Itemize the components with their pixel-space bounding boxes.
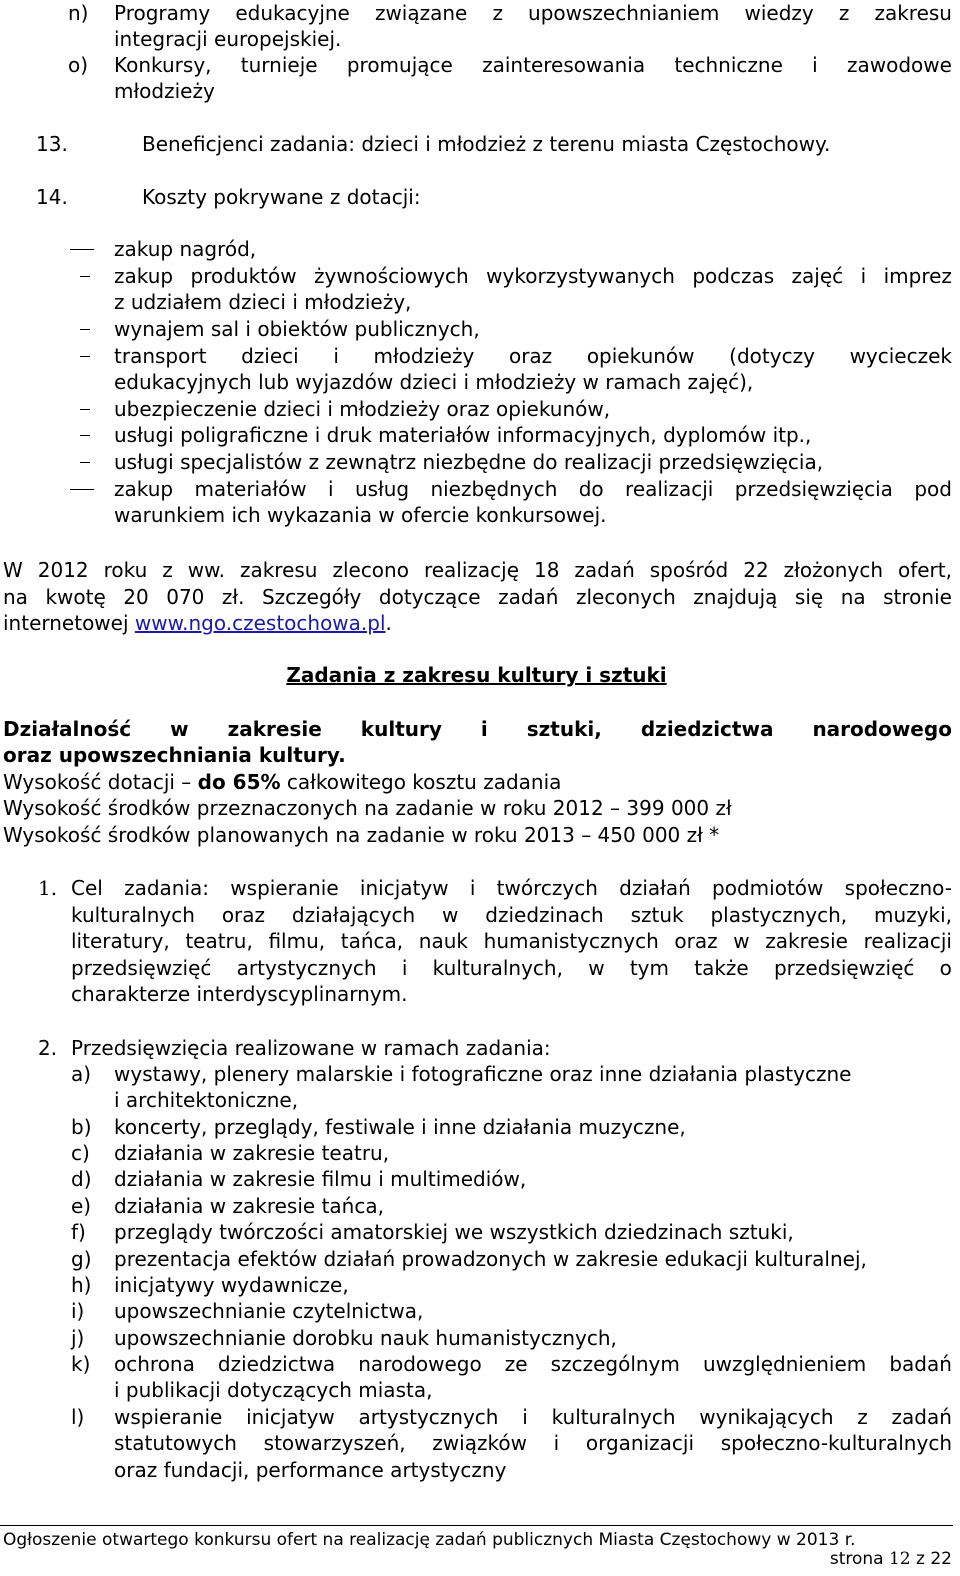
undertakings-heading: Przedsięwzięcia realizowane w ramach zadania: xyxy=(71,1036,551,1060)
item-number: 1. xyxy=(38,876,58,900)
page-total: 22 xyxy=(930,1549,952,1569)
word: kulturalnych xyxy=(71,903,195,927)
word: zajęć xyxy=(791,264,844,288)
word: i xyxy=(401,956,408,980)
justified-line xyxy=(71,875,952,901)
dash-bullet xyxy=(80,356,90,357)
word: organizacji xyxy=(585,1431,695,1455)
word: stowarzyszeń, xyxy=(263,1431,406,1455)
justified-line xyxy=(3,716,952,742)
cost-line: wynajem sal i obiektów publicznych, xyxy=(114,317,480,341)
justified-line xyxy=(3,557,952,583)
funding-label: Wysokość dotacji – xyxy=(3,770,198,794)
word: z xyxy=(857,1405,868,1429)
list-marker: d) xyxy=(71,1167,92,1191)
word: W xyxy=(3,558,23,582)
dash-bullet xyxy=(80,329,90,330)
word: sztuk xyxy=(630,903,684,927)
word: filmu, xyxy=(268,929,326,953)
dash-bullet xyxy=(70,249,94,250)
word: wspieranie xyxy=(114,1405,223,1429)
word: przedsięwzięcia xyxy=(734,477,893,501)
word: zakresie xyxy=(765,929,848,953)
word: społeczno-kulturalnych xyxy=(720,1431,952,1455)
cost-line: usługi poligraficzne i druk materiałów informacyjnych, dyplomów itp., xyxy=(114,423,812,447)
page-current: 12 xyxy=(888,1549,911,1569)
word: artystycznych xyxy=(236,956,377,980)
word: tym xyxy=(629,956,669,980)
word: 070 xyxy=(166,585,205,609)
word: dziedzictwa xyxy=(640,717,774,741)
word: promujące xyxy=(346,53,453,77)
word: zainteresowania xyxy=(482,53,646,77)
word: wykorzystywanych xyxy=(486,264,675,288)
word: tańca, xyxy=(340,929,404,953)
word: o xyxy=(939,956,952,980)
word: oraz xyxy=(221,903,266,927)
word: wycieczek xyxy=(849,344,952,368)
word: przedsięwzięć xyxy=(71,956,212,980)
word: wynikających xyxy=(699,1405,834,1429)
list-line: oraz fundacji, performance artystyczny xyxy=(114,1458,507,1482)
word: z xyxy=(492,1,503,25)
word: techniczne xyxy=(674,53,783,77)
list-marker: f) xyxy=(71,1220,86,1244)
word: artystycznych xyxy=(358,1405,499,1429)
word: zakup xyxy=(114,264,174,288)
list-line: przeglądy twórczości amatorskiej we wszystkich dziedzinach sztuki, xyxy=(114,1220,794,1244)
cost-line: edukacyjnych lub wyjazdów dzieci i młodzieży w ramach zajęć), xyxy=(114,370,754,394)
word: transport xyxy=(114,344,207,368)
list-marker: i) xyxy=(71,1299,85,1323)
goal-line: charakterze interdyscyplinarnym. xyxy=(71,982,408,1006)
word: realizacji xyxy=(863,929,952,953)
word: przedsięwzięć xyxy=(773,956,915,980)
dash-bullet xyxy=(80,462,90,463)
word: twórczych xyxy=(496,876,598,900)
word: do xyxy=(578,477,604,501)
word: związane xyxy=(374,1,468,25)
word: zadań xyxy=(498,585,559,609)
word: narodowego xyxy=(812,717,952,741)
word: społeczno- xyxy=(844,876,952,900)
list-line: upowszechnianie dorobku nauk humanistycznych, xyxy=(114,1326,617,1350)
page-prefix: strona xyxy=(829,1549,889,1569)
list-line: działania w zakresie filmu i multimediów, xyxy=(114,1167,527,1191)
cost-line: zakup nagród, xyxy=(114,237,257,261)
list-line: upowszechnianie czytelnictwa, xyxy=(114,1299,424,1323)
word: w xyxy=(170,717,189,741)
word: Szczegóły xyxy=(261,585,362,609)
list-marker: k) xyxy=(71,1352,91,1376)
word: i xyxy=(469,876,476,900)
justified-line xyxy=(71,902,952,928)
item-number: 2. xyxy=(38,1036,58,1060)
list-line: wystawy, plenery malarskie i fotograficzne oraz inne działania plastyczne xyxy=(114,1062,852,1086)
word: wspieranie xyxy=(230,876,339,900)
word: i xyxy=(480,717,488,741)
summary-line xyxy=(3,610,392,636)
word: opiekunów xyxy=(586,344,695,368)
word: i xyxy=(860,264,867,288)
word: dzieci xyxy=(241,344,299,368)
word: zadania: xyxy=(124,876,210,900)
word: teatru, xyxy=(185,929,253,953)
word: podczas xyxy=(692,264,775,288)
justified-line xyxy=(114,343,952,369)
summary-period: . xyxy=(385,611,392,635)
word: dotyczące xyxy=(378,585,481,609)
word: Działalność xyxy=(3,717,132,741)
page-number xyxy=(830,1549,952,1569)
word: szczególnym xyxy=(550,1352,680,1376)
word: oraz xyxy=(508,344,553,368)
section-title: Zadania z zakresu kultury i sztuki xyxy=(286,663,667,687)
word: z xyxy=(838,1,850,25)
funding-rate xyxy=(3,769,561,795)
cost-line: usługi specjalistów z zewnątrz niezbędne do realizacji przedsięwzięcia, xyxy=(114,450,824,474)
word: Programy xyxy=(114,1,211,25)
section-number: 14. xyxy=(36,185,68,209)
list-marker: n) xyxy=(68,1,89,25)
list-line: działania w zakresie teatru, xyxy=(114,1141,390,1165)
cost-line: ubezpieczenie dzieci i młodzieży oraz opiekunów, xyxy=(114,397,611,421)
word: niezbędnych xyxy=(430,477,558,501)
word: humanistycznych xyxy=(483,929,659,953)
word: działających xyxy=(291,903,416,927)
word: zleconych xyxy=(575,585,676,609)
word: muzyki, xyxy=(874,903,952,927)
list-line: i publikacji dotyczących miasta, xyxy=(114,1378,433,1402)
section-number: 13. xyxy=(36,132,68,156)
justified-line xyxy=(114,1404,952,1430)
funding-percent: do 65% xyxy=(197,770,281,794)
word: zadań xyxy=(891,1405,952,1429)
word: oraz xyxy=(674,929,718,953)
word: w xyxy=(733,929,750,953)
word: nauk xyxy=(418,929,468,953)
list-line: prezentacja efektów działań prowadzonych w zakresie edukacji kulturalnej, xyxy=(114,1247,867,1271)
list-marker: l) xyxy=(71,1405,85,1429)
word: realizację xyxy=(423,558,520,582)
word: na xyxy=(840,585,866,609)
funding-2013: Wysokość środków planowanych na zadanie w roku 2013 – 450 000 zł * xyxy=(3,823,720,847)
footer-divider xyxy=(0,1525,953,1526)
list-marker: j) xyxy=(71,1326,85,1350)
list-marker: g) xyxy=(71,1247,92,1271)
word: młodzieży xyxy=(373,344,475,368)
word: 2012 xyxy=(37,558,89,582)
word: 22 xyxy=(743,558,769,582)
word: uwzględnieniem xyxy=(702,1352,867,1376)
dash-bullet xyxy=(80,435,90,436)
word: i xyxy=(812,53,818,77)
justified-line xyxy=(71,928,952,954)
word: w xyxy=(588,956,605,980)
word: zakup xyxy=(114,477,174,501)
cost-line: warunkiem ich wykazania w ofercie konkursowej. xyxy=(114,503,607,527)
funding-2012: Wysokość środków przeznaczonych na zadanie w roku 2012 – 399 000 zł xyxy=(3,796,732,820)
word: roku xyxy=(103,558,148,582)
word: narodowego xyxy=(358,1352,482,1376)
dash-bullet xyxy=(80,276,90,277)
word: Konkursy, xyxy=(114,53,212,77)
dash-bullet xyxy=(70,489,94,490)
word: działań xyxy=(619,876,691,900)
word: statutowych xyxy=(114,1431,237,1455)
cost-line: z udziałem dzieci i młodzieży, xyxy=(114,290,412,314)
word: edukacyjne xyxy=(235,1,350,25)
word: usług xyxy=(354,477,410,501)
word: i xyxy=(333,344,339,368)
list-line: inicjatywy wydawnicze, xyxy=(114,1273,349,1297)
word: zakresie xyxy=(227,717,322,741)
word: literatury, xyxy=(71,929,170,953)
word: 20 xyxy=(123,585,149,609)
word: ochrona xyxy=(114,1352,195,1376)
list-line: integracji europejskiej. xyxy=(114,27,342,51)
word: imprez xyxy=(883,264,952,288)
word: i xyxy=(553,1431,560,1455)
summary-text: internetowej xyxy=(3,611,135,635)
word: kwotę xyxy=(45,585,106,609)
word: dziedzinach xyxy=(485,903,604,927)
word: kulturalnych, xyxy=(432,956,563,980)
justified-line xyxy=(3,584,952,610)
justified-line xyxy=(114,0,952,26)
word: zlecono xyxy=(332,558,409,582)
justified-line xyxy=(114,52,952,78)
word: złożonych xyxy=(783,558,883,582)
list-marker: a) xyxy=(71,1062,92,1086)
word: dziedzictwa xyxy=(217,1352,336,1376)
section-text: Koszty pokrywane z dotacji: xyxy=(142,185,421,209)
word: podmiotów xyxy=(712,876,824,900)
justified-line xyxy=(114,1351,952,1377)
list-marker: e) xyxy=(71,1194,92,1218)
word: upowszechnianiem xyxy=(528,1,720,25)
word: i xyxy=(328,477,334,501)
word: zadań xyxy=(574,558,635,582)
word: ze xyxy=(504,1352,528,1376)
word: (dotyczy xyxy=(729,344,815,368)
word: na xyxy=(3,585,28,609)
section-text: Beneficjenci zadania: dzieci i młodzież z terenu miasta Częstochowy. xyxy=(142,132,831,156)
word: wiedzy xyxy=(744,1,814,25)
word: związków xyxy=(432,1431,527,1455)
list-marker: o) xyxy=(68,53,89,77)
word: inicjatyw xyxy=(246,1405,335,1429)
justified-line xyxy=(114,1430,952,1456)
ngo-website-link[interactable]: www.ngo.czestochowa.pl xyxy=(134,611,386,635)
list-marker: b) xyxy=(71,1115,92,1139)
justified-line xyxy=(114,263,952,289)
word: materiałów xyxy=(194,477,307,501)
word: plastycznych, xyxy=(710,903,848,927)
dash-bullet xyxy=(80,409,90,410)
word: kulturalnych xyxy=(551,1405,676,1429)
word: i xyxy=(522,1405,528,1429)
list-marker: h) xyxy=(71,1273,92,1297)
word: zawodowe xyxy=(846,53,952,77)
word: realizacji xyxy=(625,477,714,501)
justified-line xyxy=(114,476,952,502)
word: badań xyxy=(889,1352,952,1376)
justified-line xyxy=(71,955,952,981)
word: stronie xyxy=(883,585,952,609)
word: znajdują xyxy=(693,585,778,609)
word: zakresu xyxy=(239,558,318,582)
word: zł. xyxy=(221,585,245,609)
list-line: młodzieży xyxy=(114,79,215,103)
footer-text: Ogłoszenie otwartego konkursu ofert na realizację zadań publicznych Miasta Częstochowy w 2013 r. xyxy=(3,1530,856,1550)
page-separator: z xyxy=(910,1549,931,1569)
word: Cel xyxy=(71,876,103,900)
word: 18 xyxy=(533,558,560,582)
word: sztuki, xyxy=(526,717,602,741)
list-line: działania w zakresie tańca, xyxy=(114,1194,384,1218)
word: w xyxy=(442,903,459,927)
list-line: koncerty, przeglądy, festiwale i inne działania muzyczne, xyxy=(114,1115,686,1139)
word: się xyxy=(794,585,824,609)
word: kultury xyxy=(360,717,442,741)
word: z xyxy=(162,558,173,582)
activity-line: oraz upowszechniania kultury. xyxy=(3,743,346,767)
list-marker: c) xyxy=(71,1141,90,1165)
word: zakresu xyxy=(874,1,952,25)
word: ofert, xyxy=(897,558,952,582)
word: turnieje xyxy=(240,53,318,77)
word: spośród xyxy=(649,558,729,582)
word: także xyxy=(694,956,749,980)
word: produktów xyxy=(190,264,297,288)
funding-suffix: całkowitego kosztu zadania xyxy=(280,770,562,794)
word: ww. xyxy=(187,558,225,582)
word: inicjatyw xyxy=(359,876,449,900)
list-line: i architektoniczne, xyxy=(114,1088,299,1112)
word: żywnościowych xyxy=(314,264,469,288)
word: pod xyxy=(914,477,952,501)
